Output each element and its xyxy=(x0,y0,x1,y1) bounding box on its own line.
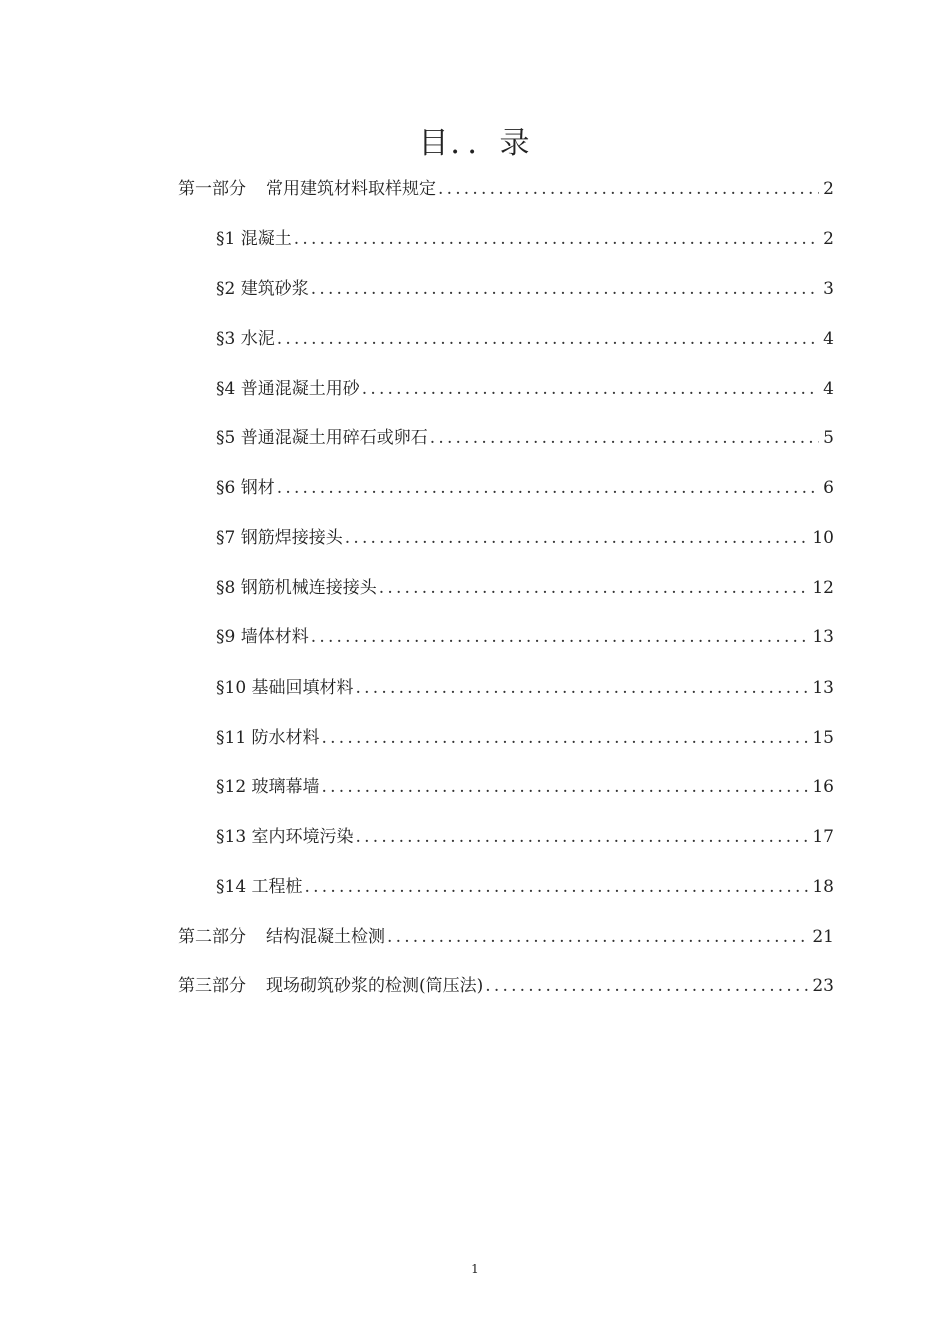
toc-entry-label xyxy=(178,974,483,998)
toc-entry-section-7[interactable] xyxy=(216,526,834,550)
toc-entry-text: 常用建筑材料取样规定 xyxy=(266,179,436,199)
toc-leader-dots xyxy=(356,676,809,700)
toc-entry-section-13[interactable] xyxy=(216,825,834,849)
page-number: 1 xyxy=(471,1262,479,1276)
toc-entry-section-5[interactable] xyxy=(216,426,834,450)
toc-entry-page: 4 xyxy=(823,329,834,349)
toc-entry-text: 水泥 xyxy=(240,329,275,349)
toc-leader-dots xyxy=(387,925,808,949)
toc-entry-section-4[interactable] xyxy=(216,377,834,401)
toc-entry-number: §7 xyxy=(216,528,236,548)
toc-entry-label xyxy=(216,476,275,500)
toc-leader-dots xyxy=(485,974,808,998)
toc-entry-page: 10 xyxy=(812,528,834,548)
toc-entry-section-1[interactable] xyxy=(216,227,834,251)
toc-leader-dots xyxy=(438,177,819,201)
toc-entry-page: 4 xyxy=(823,379,834,399)
toc-entry-page: 2 xyxy=(823,179,834,199)
toc-leader-dots xyxy=(277,327,819,351)
toc-entry-number: §12 xyxy=(216,777,247,797)
toc-entry-label xyxy=(216,576,377,600)
toc-leader-dots xyxy=(430,426,819,450)
toc-entry-section-12[interactable] xyxy=(216,775,834,799)
toc-entry-label xyxy=(216,327,275,351)
toc-entry-page: 13 xyxy=(812,627,834,647)
toc-entry-number: §8 xyxy=(216,578,236,598)
toc-entry-label xyxy=(178,925,385,949)
toc-entry-label xyxy=(216,676,354,700)
toc-entry-text: 钢材 xyxy=(240,478,275,498)
toc-entry-number: §2 xyxy=(216,279,236,299)
toc-entry-label xyxy=(216,377,360,401)
toc-entry-label xyxy=(216,227,292,251)
toc-entry-section-11[interactable] xyxy=(216,726,834,750)
toc-entry-label xyxy=(216,726,320,750)
toc-leader-dots xyxy=(311,625,809,649)
toc-entry-section-9[interactable] xyxy=(216,625,834,649)
toc-entry-number: §6 xyxy=(216,478,236,498)
toc-entry-number: §14 xyxy=(216,877,247,897)
toc-entry-page: 5 xyxy=(823,428,834,448)
toc-entry-text: 现场砌筑砂浆的检测(筒压法) xyxy=(266,976,484,996)
toc-leader-dots xyxy=(322,726,809,750)
toc-entry-number: §13 xyxy=(216,827,247,847)
toc-entry-text: 墙体材料 xyxy=(240,627,309,647)
toc-entry-part-1[interactable] xyxy=(178,177,834,201)
toc-entry-text: 建筑砂浆 xyxy=(240,279,309,299)
toc-leader-dots xyxy=(356,825,809,849)
toc-entry-number: §4 xyxy=(216,379,236,399)
toc-leader-dots xyxy=(345,526,809,550)
toc-entry-text: 基础回填材料 xyxy=(251,678,354,698)
toc-entry-text: 防水材料 xyxy=(251,728,320,748)
toc-entry-number: §9 xyxy=(216,627,236,647)
toc-entry-number: §1 xyxy=(216,229,236,249)
toc-entry-label xyxy=(216,526,343,550)
toc-leader-dots xyxy=(362,377,819,401)
toc-entry-text: 钢筋机械连接接头 xyxy=(240,578,377,598)
toc-entry-number: §10 xyxy=(216,678,247,698)
toc-entry-number: 第一部分 xyxy=(178,179,246,199)
toc-entry-page: 3 xyxy=(823,279,834,299)
toc-entry-section-8[interactable] xyxy=(216,576,834,600)
toc-entry-label xyxy=(216,426,428,450)
toc-leader-dots xyxy=(322,775,809,799)
toc-leader-dots xyxy=(305,875,809,899)
toc-entry-section-3[interactable] xyxy=(216,327,834,351)
toc-entry-text: 钢筋焊接接头 xyxy=(240,528,343,548)
toc-entry-page: 13 xyxy=(812,678,834,698)
toc-entry-number: 第三部分 xyxy=(178,976,246,996)
toc-entry-page: 2 xyxy=(823,229,834,249)
toc-entry-page: 18 xyxy=(812,877,834,897)
toc-entry-label xyxy=(216,825,354,849)
toc-entry-part-3[interactable] xyxy=(178,974,834,998)
toc-entry-text: 室内环境污染 xyxy=(251,827,354,847)
toc-entry-label xyxy=(216,875,303,899)
toc-entry-text: 工程桩 xyxy=(251,877,303,897)
toc-entry-section-6[interactable] xyxy=(216,476,834,500)
toc-entry-page: 17 xyxy=(812,827,834,847)
toc-entry-number: §3 xyxy=(216,329,236,349)
toc-entry-part-2[interactable] xyxy=(178,925,834,949)
toc-entry-number: §5 xyxy=(216,428,236,448)
toc-entry-text: 玻璃幕墙 xyxy=(251,777,320,797)
toc-entry-label xyxy=(216,277,309,301)
toc-leader-dots xyxy=(379,576,809,600)
toc-entry-page: 21 xyxy=(812,927,834,947)
toc-entry-section-2[interactable] xyxy=(216,277,834,301)
toc-entry-section-10[interactable] xyxy=(216,676,834,700)
toc-entry-page: 15 xyxy=(812,728,834,748)
toc-entry-page: 6 xyxy=(823,478,834,498)
toc-entry-page: 12 xyxy=(812,578,834,598)
toc-entry-text: 结构混凝土检测 xyxy=(266,927,385,947)
toc-entry-text: 普通混凝土用砂 xyxy=(240,379,360,399)
toc-leader-dots xyxy=(311,277,819,301)
toc-entry-page: 23 xyxy=(812,976,834,996)
toc-entry-page: 16 xyxy=(812,777,834,797)
toc-entry-text: 混凝土 xyxy=(240,229,292,249)
toc-entry-number: 第二部分 xyxy=(178,927,246,947)
toc-entry-label xyxy=(178,177,436,201)
toc-entry-number: §11 xyxy=(216,728,247,748)
toc-entry-section-14[interactable] xyxy=(216,875,834,899)
toc-entry-label xyxy=(216,775,320,799)
toc-entry-label xyxy=(216,625,309,649)
page-title: 目．．录 xyxy=(418,126,532,161)
toc-entry-text: 普通混凝土用碎石或卵石 xyxy=(240,428,428,448)
toc-leader-dots xyxy=(294,227,819,251)
toc-leader-dots xyxy=(277,476,819,500)
